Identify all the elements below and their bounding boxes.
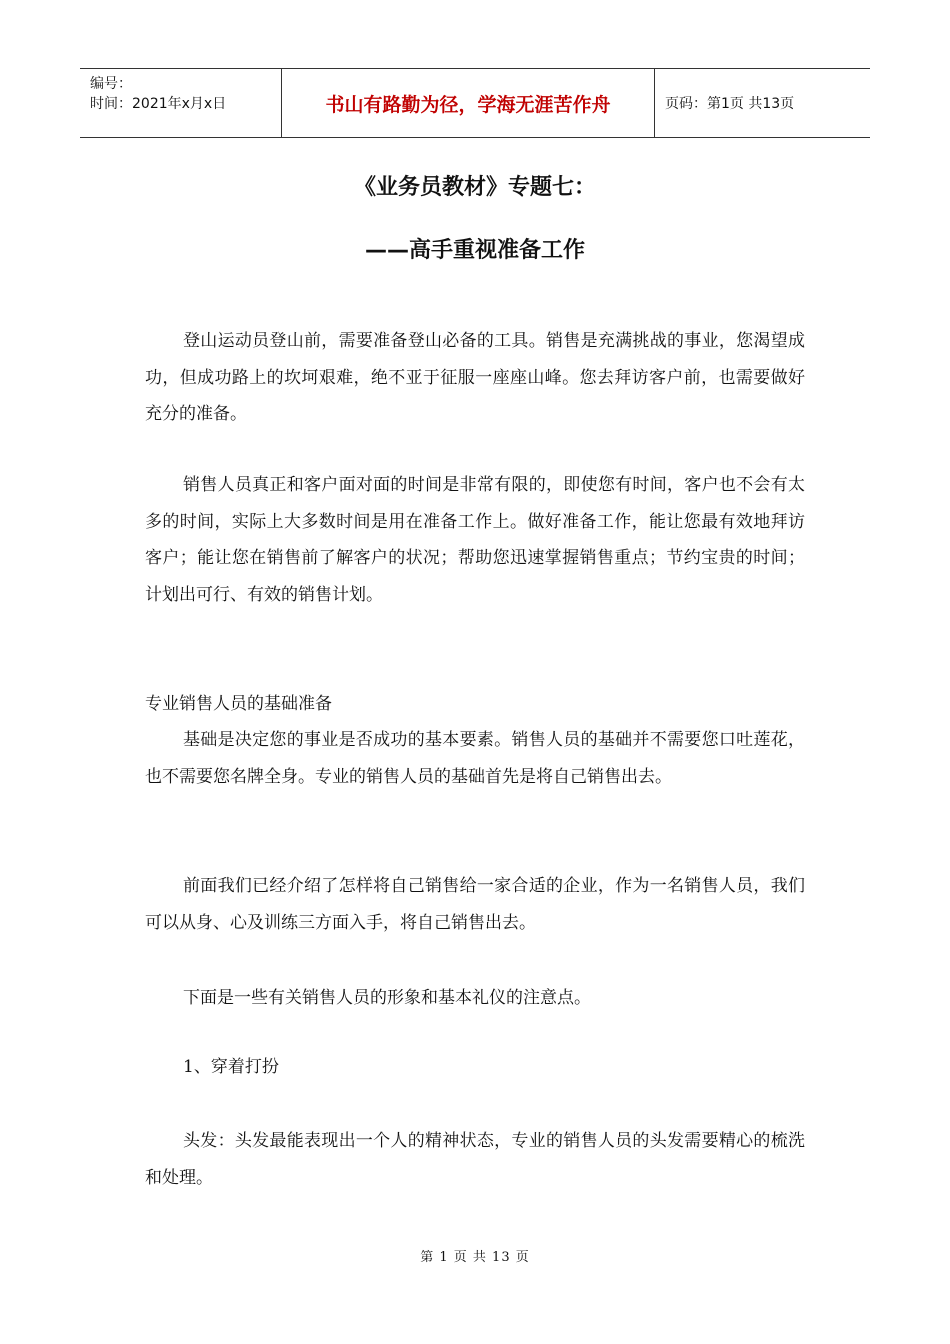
header-page-info: 页码：第1页 共13页 <box>665 96 795 112</box>
page-footer: 第 1 页 共 13 页 <box>420 1250 530 1265</box>
paragraph-basics: 基础是决定您的事业是否成功的基本要素。销售人员的基础并不需要您口吐莲花，也不需要您名牌全身。专业的销售人员的基础首先是将自己销售出去。 <box>145 730 805 787</box>
paragraph-self-selling: 前面我们已经介绍了怎样将自己销售给一家合适的企业，作为一名销售人员，我们可以从身、心及训练三方面入手，将自己销售出去。 <box>145 876 805 933</box>
paragraph-preparation-time: 销售人员真正和客户面对面的时间是非常有限的，即使您有时间，客户也不会有太多的时间，实际上大多数时间是用在准备工作上。做好准备工作，能让您最有效地拜访客户；能让您在销售前了解客户的状况；帮助您迅速掌握销售重点；节约宝贵的时间；计划出可行、有效的销售计划。 <box>145 475 805 606</box>
document-number-label: 编号： <box>90 76 132 92</box>
header-meta <box>80 69 281 137</box>
paragraph-intro: 登山运动员登山前，需要准备登山必备的工具。销售是充满挑战的事业，您渴望成功，但成功路上的坎坷艰难，绝不亚于征服一座座山峰。您去拜访客户前，也需要做好充分的准备。 <box>145 331 805 425</box>
paragraph-etiquette-intro: 下面是一些有关销售人员的形象和基本礼仪的注意点。 <box>183 988 591 1008</box>
document-time-label: 时间：2021年x月x日 <box>90 96 227 112</box>
document-subtitle: ——高手重视准备工作 <box>364 238 585 263</box>
header-table <box>80 68 870 138</box>
list-item-dress: 1、穿着打扮 <box>183 1057 279 1077</box>
document-title: 《业务员教材》专题七： <box>353 175 596 200</box>
section-heading: 专业销售人员的基础准备 <box>145 694 332 714</box>
header-motto: 书山有路勤为径，学海无涯苦作舟 <box>281 69 655 137</box>
paragraph-hair: 头发：头发最能表现出一个人的精神状态，专业的销售人员的头发需要精心的梳洗和处理。 <box>145 1131 805 1188</box>
